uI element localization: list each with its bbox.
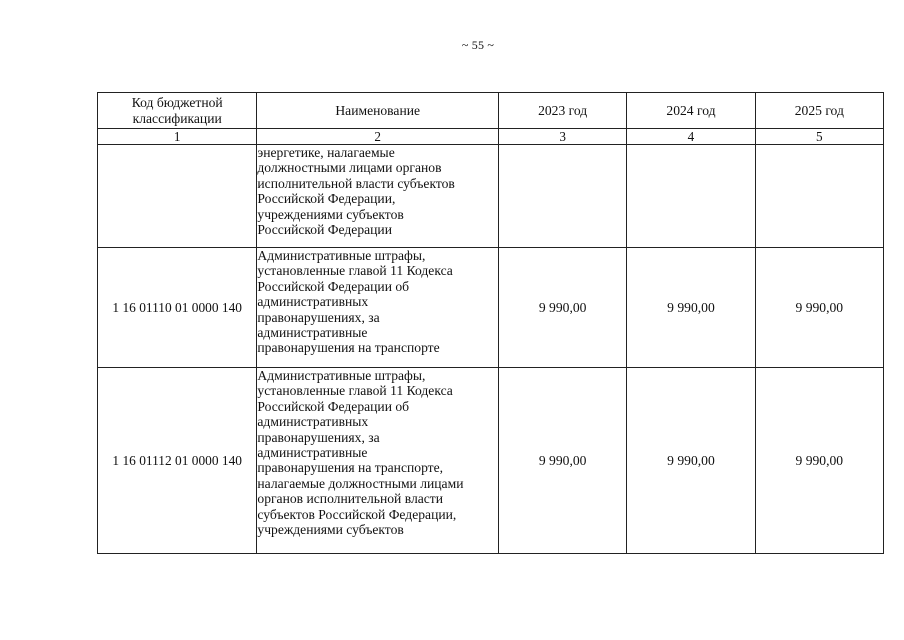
item-name-line: Российской Федерации об <box>257 278 410 294</box>
item-name-line: учреждениями субъектов <box>257 206 404 222</box>
budget-code-cell: 1 16 01112 01 0000 140 <box>98 368 257 554</box>
item-name-line: Российской Федерации, <box>257 191 396 207</box>
column-number: 4 <box>627 129 755 145</box>
item-name-cell <box>257 248 499 368</box>
item-name-line: установленные главой 11 Кодекса <box>257 263 453 279</box>
item-name-cell <box>257 368 499 554</box>
column-number: 2 <box>257 129 499 145</box>
item-name-line: субъектов Российской Федерации, <box>257 506 457 522</box>
amount-2024-cell: 9 990,00 <box>627 368 755 554</box>
item-name-line: административных <box>257 414 369 430</box>
item-name-line: налагаемые должностными лицами <box>257 475 464 491</box>
budget-revenue-table <box>97 92 884 554</box>
item-name-line: административные <box>257 325 368 341</box>
amount-2024-cell: 9 990,00 <box>627 248 755 368</box>
item-name-line: правонарушения на транспорте, <box>257 460 444 476</box>
item-name-line: Административные штрафы, <box>257 368 426 383</box>
table-row <box>98 248 884 368</box>
item-name-line: правонарушениях, за <box>257 309 380 325</box>
item-name-line: Административные штрафы, <box>257 248 426 263</box>
item-name-line: правонарушениях, за <box>257 429 380 445</box>
item-name-line: должностными лицами органов <box>257 160 442 176</box>
item-name-line: энергетике, налагаемые <box>257 145 395 160</box>
column-number-row <box>98 129 884 145</box>
table-row <box>98 145 884 248</box>
table-row <box>98 368 884 554</box>
item-name-line: Российской Федерации об <box>257 398 410 414</box>
amount-2025-cell: 9 990,00 <box>755 368 883 554</box>
amount-2024-cell <box>627 145 755 248</box>
header-budget-code: Код бюджетной классификации <box>98 93 257 129</box>
page-number: ~ 55 ~ <box>461 38 495 52</box>
item-name-line: административные <box>257 445 368 461</box>
header-name: Наименование <box>257 93 499 129</box>
column-number: 5 <box>755 129 883 145</box>
header-year-2023: 2023 год <box>499 93 627 129</box>
item-name-line: установленные главой 11 Кодекса <box>257 383 453 399</box>
item-name-line: органов исполнительной власти <box>257 491 444 507</box>
item-name-line: административных <box>257 294 369 310</box>
item-name-line: Российской Федерации <box>257 222 392 238</box>
amount-2023-cell <box>499 145 627 248</box>
amount-2025-cell: 9 990,00 <box>755 248 883 368</box>
header-year-2025: 2025 год <box>755 93 883 129</box>
item-name-line: учреждениями субъектов <box>257 522 404 538</box>
amount-2023-cell: 9 990,00 <box>499 248 627 368</box>
header-year-2024: 2024 год <box>627 93 755 129</box>
table-header-row <box>98 93 884 129</box>
item-name-cell <box>257 145 499 248</box>
amount-2025-cell <box>755 145 883 248</box>
item-name-line: исполнительной власти субъектов <box>257 175 455 191</box>
item-name-line: правонарушения на транспорте <box>257 340 440 356</box>
column-number: 1 <box>98 129 257 145</box>
amount-2023-cell: 9 990,00 <box>499 368 627 554</box>
budget-code-cell <box>98 145 257 248</box>
column-number: 3 <box>499 129 627 145</box>
budget-code-cell: 1 16 01110 01 0000 140 <box>98 248 257 368</box>
